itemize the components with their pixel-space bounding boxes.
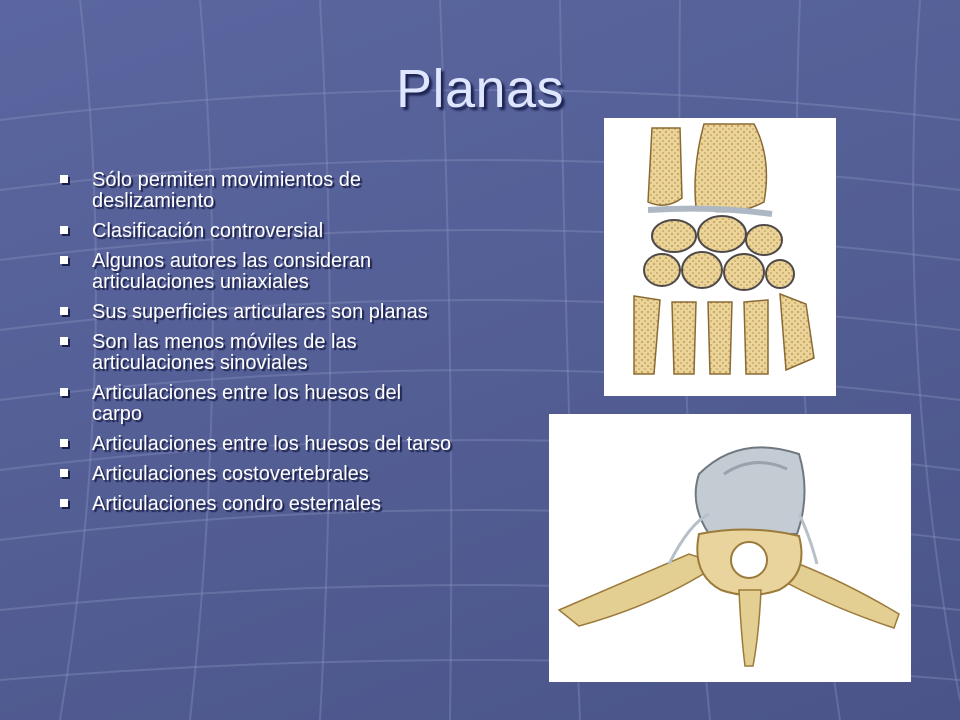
vertebra-rib-image <box>549 414 911 682</box>
bullet-text: Articulaciones entre los huesos del tarso <box>92 433 452 455</box>
wrist-bones-image <box>604 118 836 396</box>
bullet-text: Articulaciones condro esternales <box>92 493 382 515</box>
square-bullet-icon <box>60 307 68 315</box>
bullet-item <box>58 302 453 323</box>
slide-title: Planas <box>395 59 565 119</box>
bullet-item <box>58 251 453 293</box>
bullet-item <box>58 494 453 515</box>
square-bullet-icon <box>60 226 68 234</box>
bullet-text: Articulaciones costovertebrales <box>92 463 369 485</box>
square-bullet-icon <box>60 256 68 264</box>
bullet-item <box>58 434 453 455</box>
vertebra-illustration <box>549 414 911 682</box>
bullet-list <box>58 170 453 524</box>
square-bullet-icon <box>60 499 68 507</box>
bullet-item <box>58 383 453 425</box>
square-bullet-icon <box>60 388 68 396</box>
bullet-item <box>58 170 453 212</box>
bullet-text: Articulaciones entre los huesos del carpo <box>92 382 402 425</box>
bullet-text: Sus superficies articulares son planas <box>92 301 428 323</box>
bullet-text: Algunos autores las consideran articulaciones uniaxiales <box>92 250 372 293</box>
square-bullet-icon <box>60 337 68 345</box>
square-bullet-icon <box>60 469 68 477</box>
bullet-item <box>58 221 453 242</box>
bullet-text: Son las menos móviles de las articulaciones sinoviales <box>92 331 357 374</box>
square-bullet-icon <box>60 439 68 447</box>
bullet-item <box>58 332 453 374</box>
square-bullet-icon <box>60 175 68 183</box>
wrist-illustration <box>604 118 836 396</box>
bullet-text: Clasificación controversial <box>92 220 324 242</box>
bullet-item <box>58 464 453 485</box>
bullet-text: Sólo permiten movimientos de deslizamiento <box>92 169 362 212</box>
